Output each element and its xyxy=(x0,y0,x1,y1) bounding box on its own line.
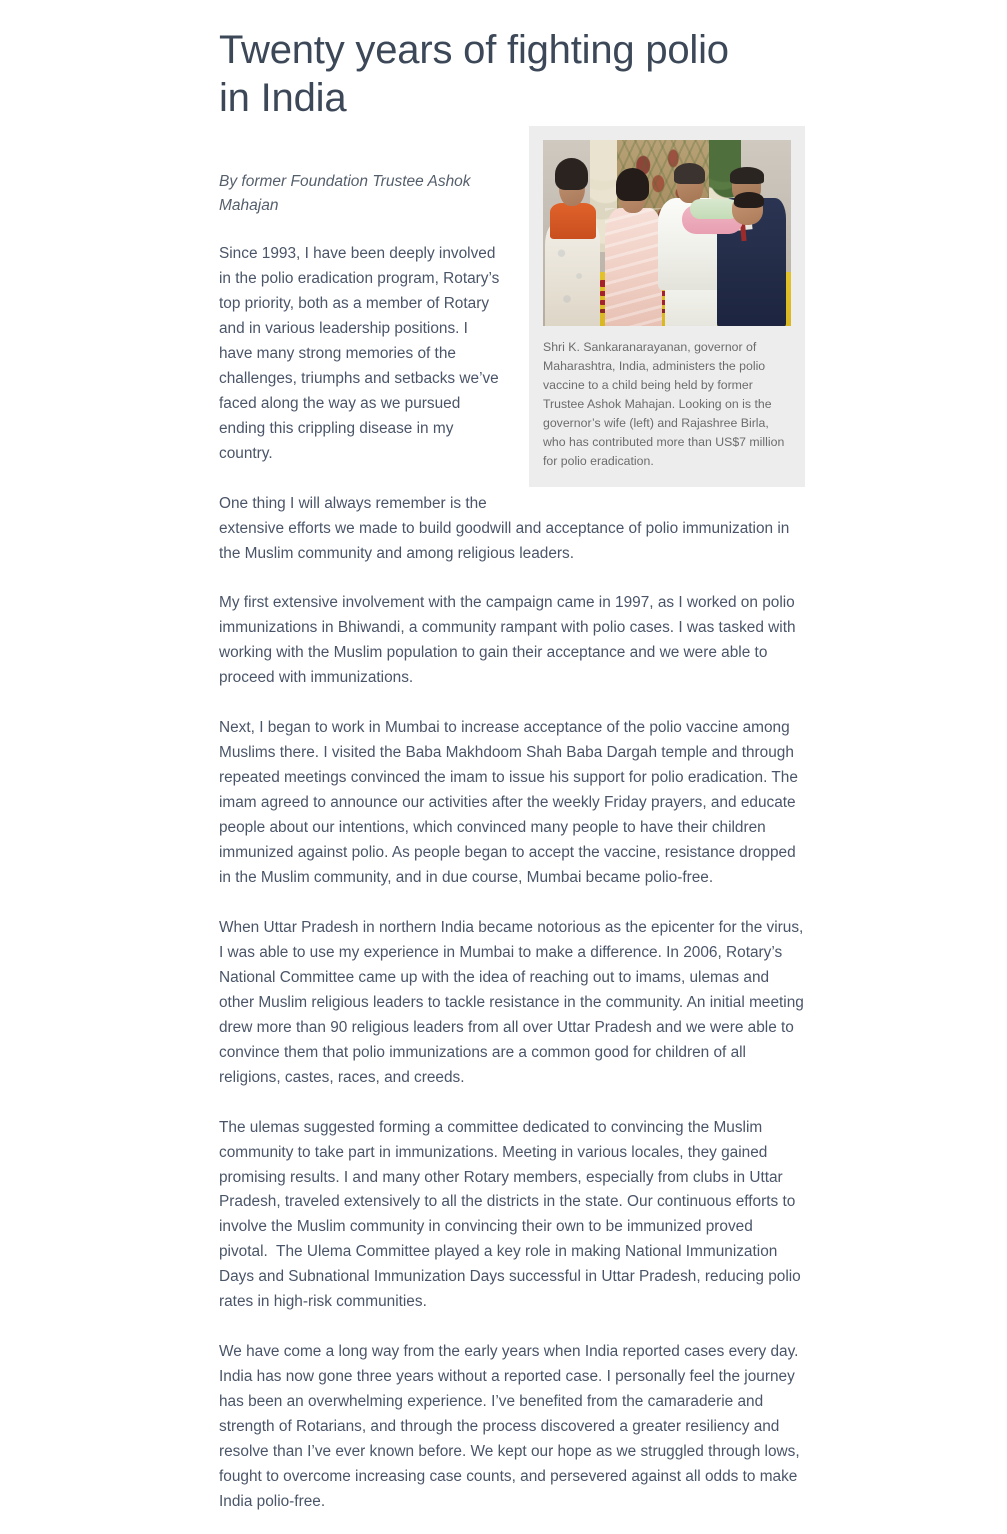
article-paragraph-7: We have come a long way from the early years when India reported cases every day. India has now gone three years without a reported case. I personally feel the journey has been an overwhelming experience. I’ve benefited from the camaraderie and strength of Rotarians, and through the process discovered a greater resiliency and resolve than I’ve ever known before. We kept our hope as we struggled through lows, fought to overcome increasing case counts, and persevered against all odds to make India polio-free. xyxy=(219,1343,804,1510)
article-paragraph-1: Since 1993, I have been deeply involved in the polio eradication program, Rotary’s top priority, both as a member of Rotary and in various leadership positions. I have many strong memories of the challenges, triumphs and setbacks we’ve faced along the way as we pursued ending this crippling disease in my country. xyxy=(219,245,504,462)
polio-vaccination-photo xyxy=(543,140,791,326)
photo-person-governors-wife xyxy=(545,164,600,326)
photo-hair xyxy=(555,158,588,190)
article-container xyxy=(219,0,809,1515)
photo-sari xyxy=(605,208,662,326)
figure-caption: Shri K. Sankaranarayanan, governor of Maharashtra, India, administers the polio vaccine to a child being held by former Trustee Ashok Mahajan. Looking on is the governor’s wife (left) and Rajashree Birla, who has contributed more than US$7 million for polio eradication. xyxy=(543,340,785,469)
photo-child-receiving-vaccine xyxy=(682,194,766,241)
photo-hair xyxy=(730,167,765,184)
article-paragraph-2: One thing I will always remember is the extensive efforts we made to build goodwill and acceptance of polio immunization in the Muslim community and among religious leaders. xyxy=(219,494,794,562)
photo-hair xyxy=(674,163,705,184)
photo-hair xyxy=(616,168,649,201)
photo-child-hair xyxy=(734,192,764,208)
article-byline: By former Foundation Trustee Ashok Mahajan xyxy=(219,173,471,215)
photo-person-rajashree-birla xyxy=(605,175,662,326)
photo-blouse xyxy=(550,203,596,239)
article-paragraph-3: My first extensive involvement with the campaign came in 1997, as I worked on polio immunizations in Bhiwandi, a community rampant with polio cases. I was tasked with working with the Muslim population to gain their acceptance and we were able to proceed with immunizations. xyxy=(219,594,800,687)
page-title: Twenty years of fighting polio in India xyxy=(219,28,729,120)
article-figure xyxy=(529,126,805,487)
photo-person-governor xyxy=(660,168,722,326)
article-paragraph-4: Next, I began to work in Mumbai to increase acceptance of the polio vaccine among Muslims there. I visited the Baba Makhdoom Shah Baba Dargah temple and through repeated meetings convinced the imam to issue his support for polio eradication. The imam agreed to announce our activities after the weekly Friday prayers, and educate people about our intentions, which convinced many people to have their children immunized against polio. As people began to accept the vaccine, resistance dropped in the Muslim community, and in due course, Mumbai became polio-free. xyxy=(219,719,803,886)
article-paragraph-5: When Uttar Pradesh in northern India became notorious as the epicenter for the virus, I was able to use my experience in Mumbai to make a difference. In 2006, Rotary’s National Committee came up with the idea of reaching out to imams, ulemas and other Muslim religious leaders to tackle resistance in the community. An initial meeting drew more than 90 religious leaders from all over Uttar Pradesh and we were able to convince them that polio immunizations are a common good for children of all religions, castes, races, and creeds. xyxy=(219,918,809,1086)
article-paragraph-6: The ulemas suggested forming a committee dedicated to convincing the Muslim community to take part in immunizations. Meeting in various locales, they gained promising results. I and many other Rotary members, especially from clubs in Uttar Pradesh, traveled extensively to all the districts in the state. Our continuous efforts to involve the Muslim community in convincing their own to be immunized proved pivotal. The Ulema Committee played a key role in making National Immunization Days and Subnational Immunization Days successful in Uttar Pradesh, reducing polio rates in high-risk communities. xyxy=(219,1118,806,1311)
